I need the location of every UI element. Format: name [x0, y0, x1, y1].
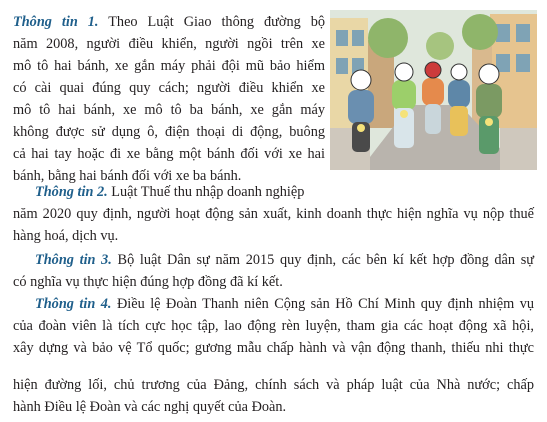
- info3-line-0: Bộ luật Dân sự năm 2015 quy định, các bên kí kết hợp đồng dân sự: [117, 252, 535, 268]
- info1-line-4: mô tô hai bánh, xe mô tô ba bánh, xe gắn máy: [13, 102, 325, 118]
- info2-line-2: hàng hoá, dịch vụ.: [13, 228, 119, 244]
- info2-line-1: năm 2020 quy định, người hoạt động sản xuất, kinh doanh thực hiện nghĩa vụ nộp thuế: [13, 206, 534, 222]
- info2-label: Thông tin 2.: [35, 184, 108, 200]
- info1-line-2: mô tô hai bánh, xe gắn máy phải đội mũ bảo hiểm: [13, 58, 325, 74]
- info1-line-5: không được sử dụng ô, điện thoại di động, buông: [13, 124, 325, 140]
- info2-line-0: Luật Thuế thu nhập doanh nghiệp: [111, 184, 305, 200]
- info1-line-1: năm 2008, người điều khiển, người ngồi trên xe: [13, 36, 325, 52]
- info1-label: Thông tin 1.: [13, 14, 99, 30]
- info4-line-0: Điều lệ Đoàn Thanh niên Cộng sản Hồ Chí Minh quy định nhiệm vụ: [116, 296, 534, 312]
- info4-line-3: hiện đường lối, chủ trương của Đảng, chính sách và pháp luật của Nhà nước; chấp: [13, 377, 534, 393]
- info3-line-1: có nghĩa vụ thực hiện đúng hợp đồng đã kí kết.: [13, 274, 283, 290]
- info1-line-7: bánh, bằng hai bánh đối với xe ba bánh.: [13, 168, 242, 184]
- info4-line-2: xây dựng và bảo vệ Tổ quốc; gương mẫu chấp hành và vận động thanh, thiếu nhi thực: [13, 340, 534, 356]
- info4-label: Thông tin 4.: [35, 296, 112, 312]
- info4-line-1: của đoàn viên là tích cực học tập, lao động rèn luyện, tham gia các hoạt động xã hội,: [13, 318, 534, 334]
- info1-line-6: cả hai tay hoặc đi xe bằng một bánh đối với xe hai: [13, 146, 325, 162]
- traffic-illustration: [330, 10, 537, 170]
- info4-line-4: hành Điều lệ Đoàn và các nghị quyết của Đoàn.: [13, 399, 287, 415]
- info3-label: Thông tin 3.: [35, 252, 112, 268]
- info1-line-0: Theo Luật Giao thông đường bộ: [108, 14, 326, 30]
- motorbike-riders-icon: [330, 10, 537, 170]
- info1-line-3: có cài quai đúng quy cách; người điều khiển xe: [13, 80, 325, 96]
